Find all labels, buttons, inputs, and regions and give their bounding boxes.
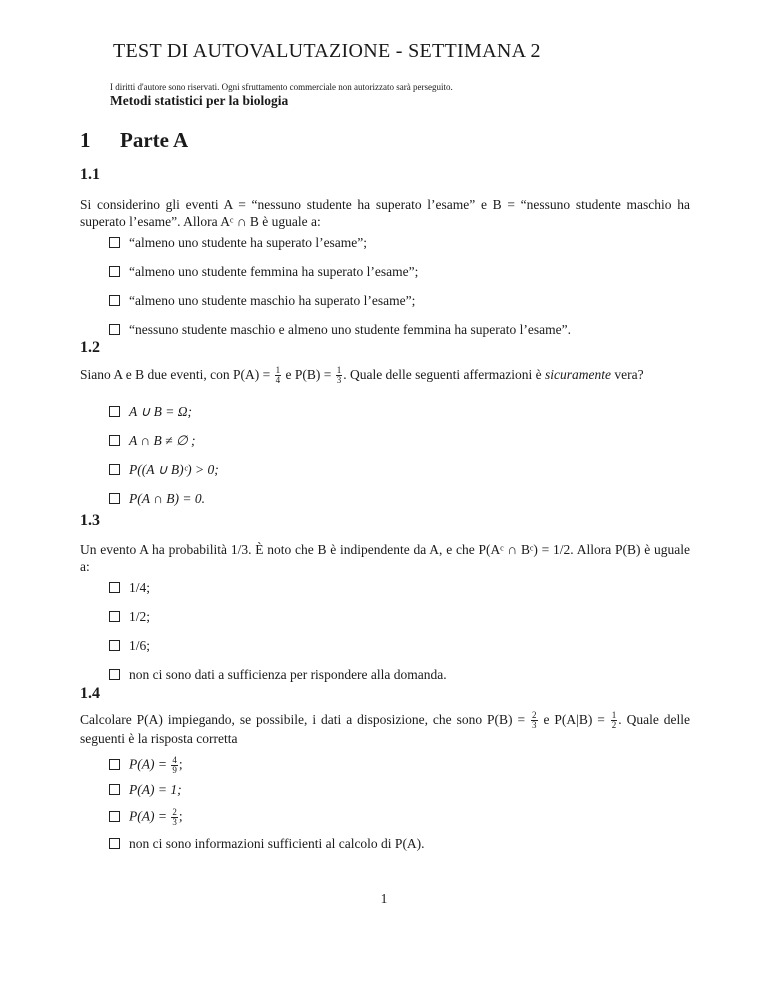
course-name: Metodi statistici per la biologia — [110, 93, 289, 108]
emphasis: sicuramente — [545, 367, 611, 382]
question-1-2-text: Siano A e B due eventi, con P(A) = $\frac{1}{4}$ e P(B) = $\frac{1}{3}$ . Quale delle seguenti affermazioni è sicuramente vera? — [80, 365, 644, 386]
answer-option[interactable]: 1/6; — [109, 638, 150, 654]
answer-option[interactable]: P(A) = $\frac{4}{9}$ ; — [109, 756, 183, 775]
answer-option[interactable]: P(A) = 1; — [109, 782, 182, 798]
checkbox-icon[interactable] — [109, 266, 120, 277]
answer-option[interactable]: 1/4; — [109, 580, 150, 596]
fraction: $\frac{1}{3}$ — [336, 365, 342, 386]
question-1-1-text: Si considerino gli eventi A = “nessuno studente ha superato l’esame” e B = “nessuno studente maschio ha superato l’esame”. Allora Aᶜ ∩ B è uguale a: — [80, 197, 690, 229]
question-1-4-text: Calcolare P(A) impiegando, se possibile, i dati a disposizione, che sono P(B) = $\frac{2}{3}$ e P(A|B) = $\frac{1}{2}$ . Quale delle seguenti è la risposta corretta — [80, 710, 691, 747]
checkbox-icon[interactable] — [109, 784, 120, 795]
answer-option[interactable]: “almeno uno studente femmina ha superato l’esame”; — [109, 264, 418, 280]
copyright-notice: I diritti d'autore sono riservati. Ogni sfruttamento commerciale non autorizzato sarà perseguito. — [110, 82, 453, 92]
checkbox-icon[interactable] — [109, 237, 120, 248]
answer-option[interactable]: 1/2; — [109, 609, 150, 625]
checkbox-icon[interactable] — [109, 582, 120, 593]
checkbox-icon[interactable] — [109, 759, 120, 770]
checkbox-icon[interactable] — [109, 324, 120, 335]
checkbox-icon[interactable] — [109, 611, 120, 622]
section-number: 1 — [80, 128, 91, 152]
answer-option[interactable]: “nessuno studente maschio e almeno uno studente femmina ha superato l’esame”. — [109, 322, 571, 338]
section-heading — [80, 128, 188, 153]
checkbox-icon[interactable] — [109, 464, 120, 475]
answer-option[interactable]: A ∪ B = Ω; — [109, 404, 192, 420]
answer-option[interactable]: P((A ∪ B)ᶜ) > 0; — [109, 462, 219, 478]
fraction: $\frac{2}{3}$ — [532, 710, 537, 731]
answer-option[interactable]: A ∩ B ≠ ∅ ; — [109, 433, 196, 449]
page-number: 1 — [380, 891, 388, 906]
checkbox-icon[interactable] — [109, 669, 120, 680]
checkbox-icon[interactable] — [109, 406, 120, 417]
section-title: Parte A — [120, 128, 189, 152]
checkbox-icon[interactable] — [109, 811, 120, 822]
fraction: $\frac{2}{3}$ — [172, 807, 177, 827]
question-1-4-heading: 1.4 — [80, 685, 100, 702]
checkbox-icon[interactable] — [109, 435, 120, 446]
checkbox-icon[interactable] — [109, 295, 120, 306]
answer-option[interactable]: non ci sono dati a sufficienza per rispondere alla domanda. — [109, 667, 447, 683]
question-1-1-heading: 1.1 — [80, 166, 100, 183]
fraction: $\frac{4}{9}$ — [172, 755, 177, 775]
checkbox-icon[interactable] — [109, 493, 120, 504]
checkbox-icon[interactable] — [109, 838, 120, 849]
answer-option[interactable]: “almeno uno studente ha superato l’esame”; — [109, 235, 367, 251]
question-1-3-text: Un evento A ha probabilità 1/3. È noto che B è indipendente da A, e che P(Aᶜ ∩ Bᶜ) = 1/2. Allora P(B) è uguale a: — [80, 542, 690, 574]
answer-option[interactable]: “almeno uno studente maschio ha superato l’esame”; — [109, 293, 415, 309]
question-1-2-heading: 1.2 — [80, 339, 100, 356]
answer-option[interactable]: non ci sono informazioni sufficienti al calcolo di P(A). — [109, 836, 425, 852]
checkbox-icon[interactable] — [109, 640, 120, 651]
fraction: $\frac{1}{4}$ — [275, 365, 281, 386]
fraction: $\frac{1}{2}$ — [611, 710, 617, 731]
answer-option[interactable]: P(A ∩ B) = 0. — [109, 491, 205, 507]
answer-option[interactable]: P(A) = $\frac{2}{3}$ ; — [109, 808, 183, 827]
question-1-3-heading: 1.3 — [80, 512, 100, 529]
page-title: TEST DI AUTOVALUTAZIONE - SETTIMANA 2 — [113, 40, 541, 62]
